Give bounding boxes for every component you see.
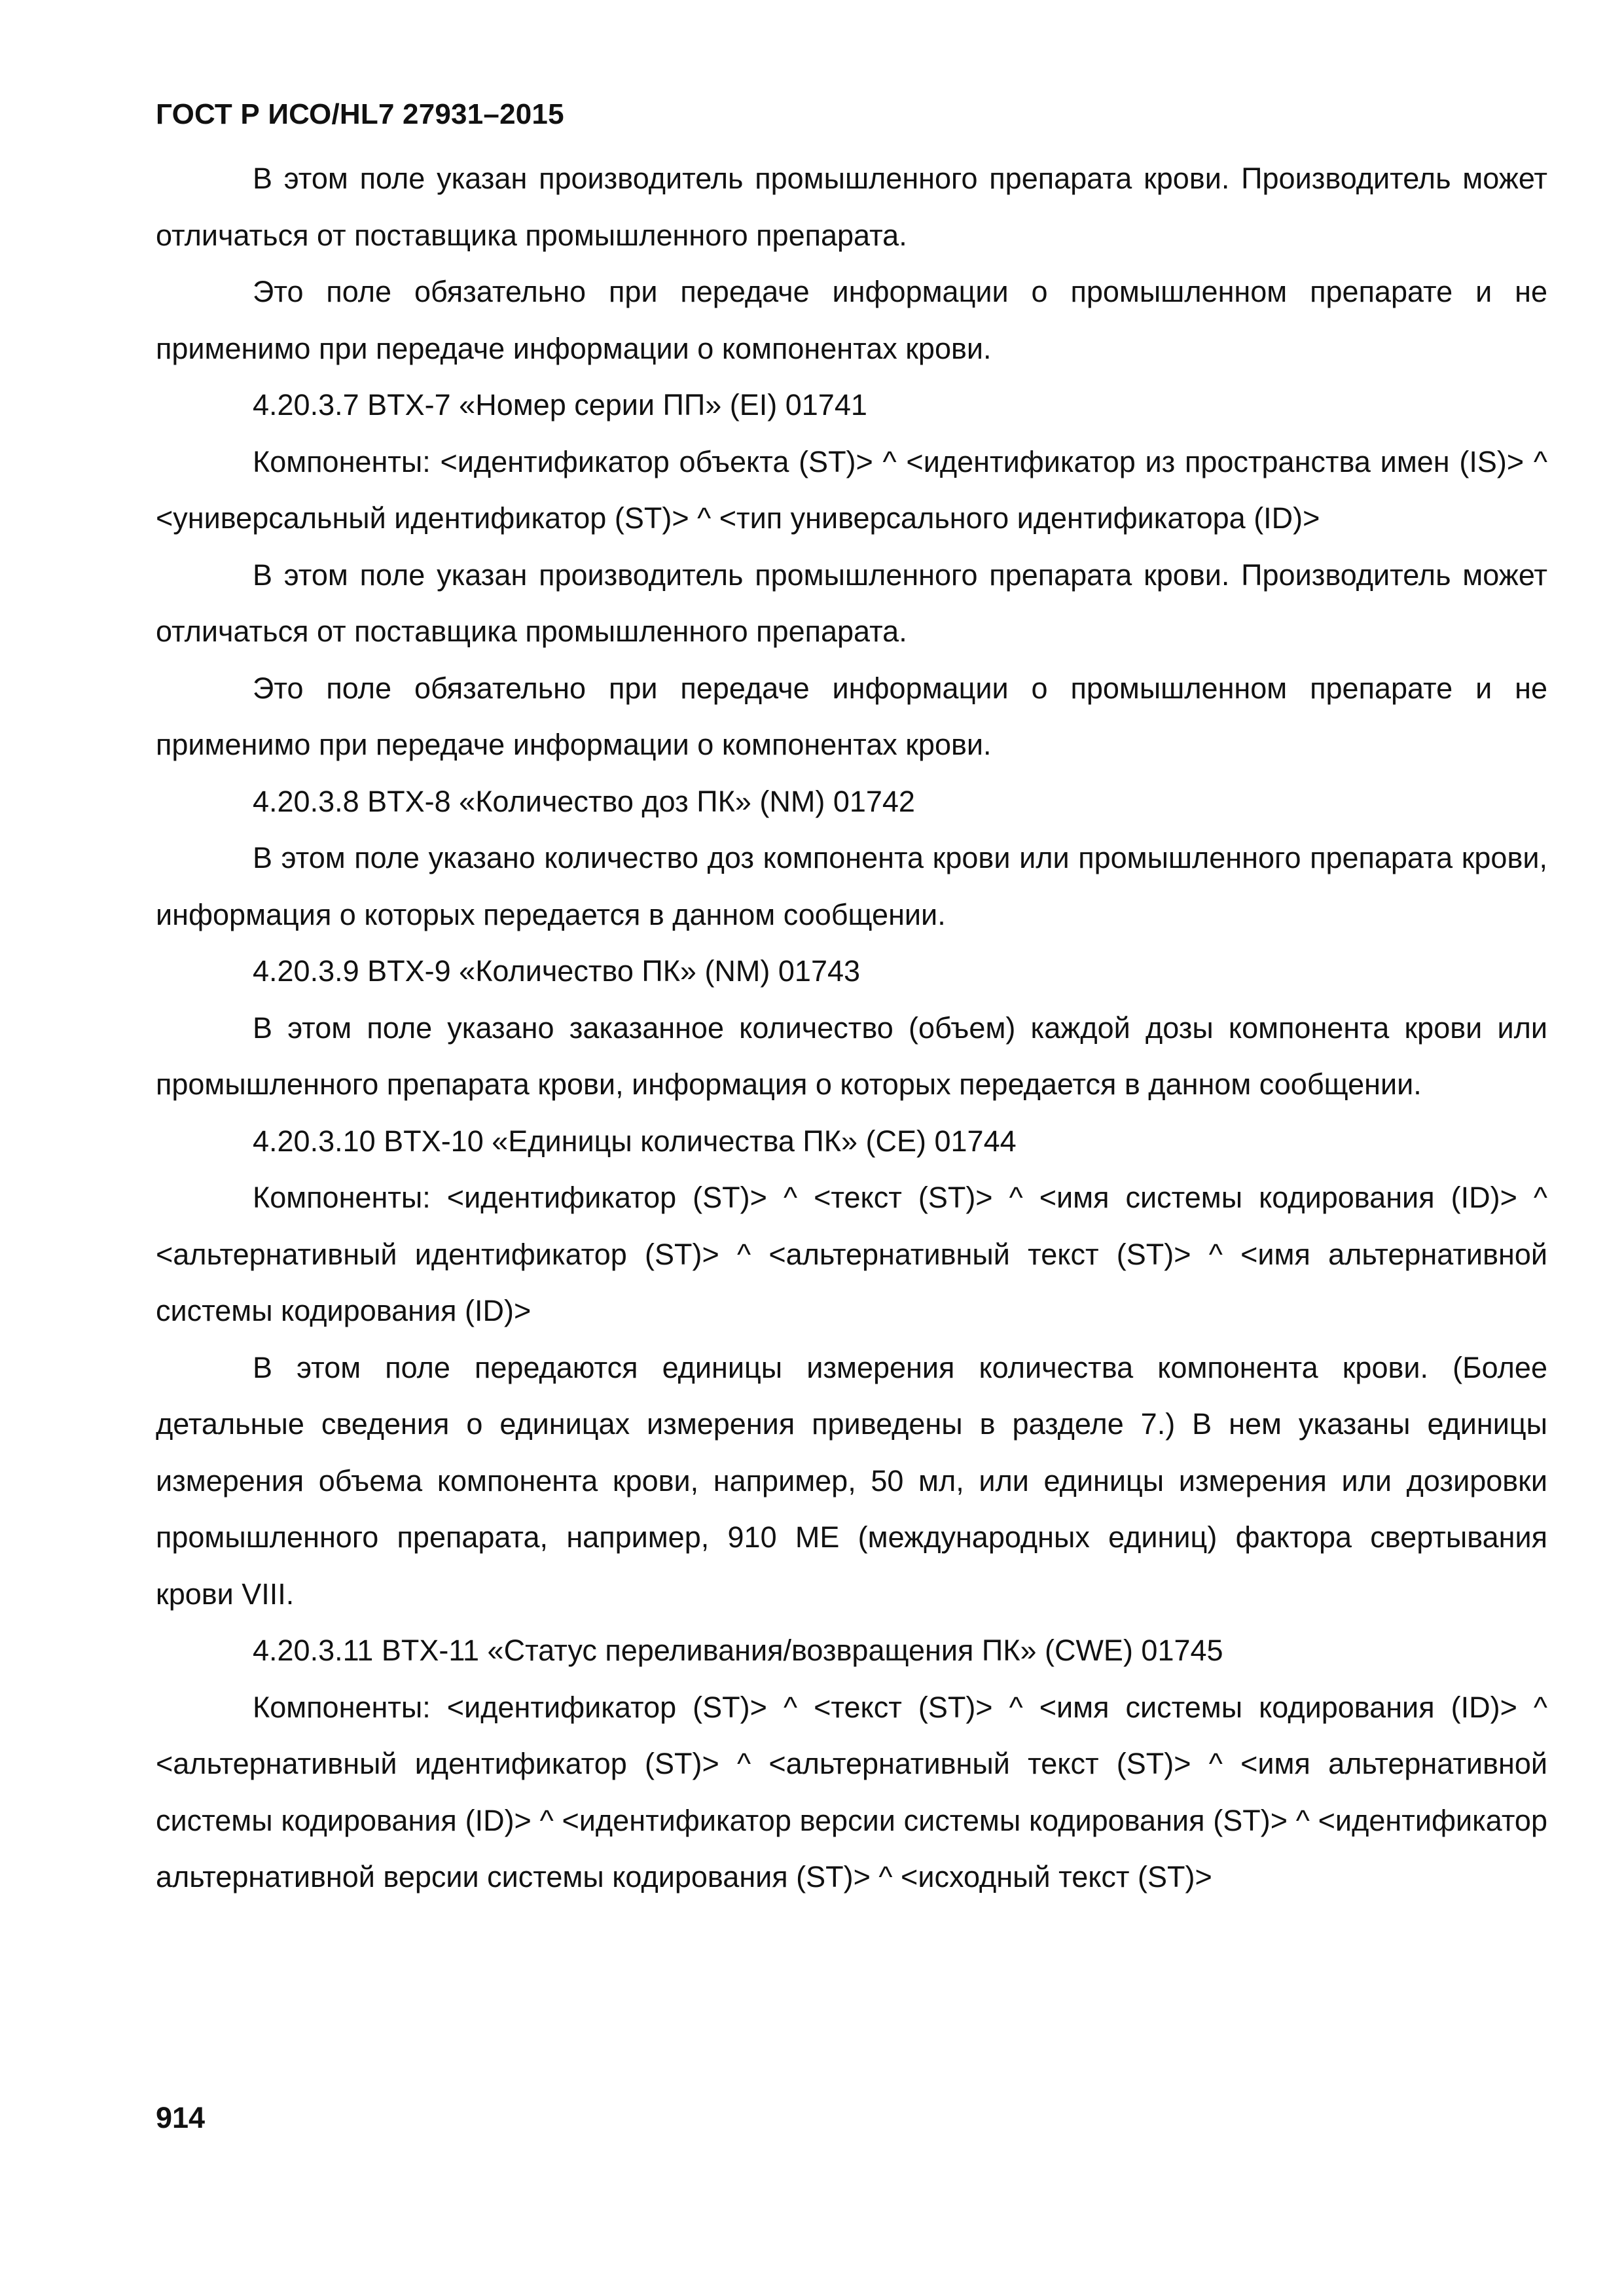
body-paragraph: Компоненты: <идентификатор (ST)> ^ <текст (ST)> ^ <имя системы кодирования (ID)> ^ <альтернативный идентификатор (ST)> ^ <альтернативный текст (ST)> ^ <имя альтернативной системы кодирования (ID)> ^ <идентификатор версии системы кодирования (ST)> ^ <идентификатор альтернативной версии системы кодирования (ST)> ^ <исходный текст (ST)> — [156, 1690, 1547, 1893]
body-paragraph: Компоненты: <идентификатор объекта (ST)> ^ <идентификатор из пространства имен (IS)> ^ <универсальный идентификатор (ST)> ^ <тип универсального идентификатора (ID)> — [156, 444, 1547, 535]
section-heading: 4.20.3.10 BTX-10 «Единицы количества ПК» (CE) 01744 — [253, 1124, 1017, 1158]
section-heading: 4.20.3.8 BTX-8 «Количество доз ПК» (NM) 01742 — [253, 784, 915, 818]
section-heading: 4.20.3.7 BTX-7 «Номер серии ПП» (EI) 01741 — [253, 388, 867, 422]
body-paragraph: Это поле обязательно при передаче информации о промышленном препарате и не применимо при передаче информации о компонентах крови. — [156, 671, 1547, 761]
body-paragraph: Компоненты: <идентификатор (ST)> ^ <текст (ST)> ^ <имя системы кодирования (ID)> ^ <альтернативный идентификатор (ST)> ^ <альтернативный текст (ST)> ^ <имя альтернативной системы кодирования (ID)> — [156, 1181, 1547, 1327]
section-heading: 4.20.3.11 BTX-11 «Статус переливания/возвращения ПК» (CWE) 01745 — [253, 1634, 1223, 1667]
body-paragraph: В этом поле указан производитель промышленного препарата крови. Производитель может отличаться от поставщика промышленного препарата. — [156, 558, 1547, 648]
body-paragraph: В этом поле указано количество доз компонента крови или промышленного препарата крови, информация о которых передается в данном сообщении. — [156, 841, 1547, 931]
body-paragraph: В этом поле указано заказанное количество (объем) каждой дозы компонента крови или промышленного препарата крови, информация о которых передается в данном сообщении. — [156, 1011, 1547, 1101]
document-body — [156, 151, 1547, 1906]
body-paragraph: Это поле обязательно при передаче информации о промышленном препарате и не применимо при передаче информации о компонентах крови. — [156, 275, 1547, 365]
body-paragraph: В этом поле передаются единицы измерения количества компонента крови. (Более детальные сведения о единицах измерения приведены в разделе 7.) В нем указаны единицы измерения объема компонента крови, например, 50 мл, или единицы измерения или дозировки промышленного препарата, например, 910 МЕ (международных единиц) фактора свертывания крови VIII. — [156, 1350, 1547, 1611]
body-paragraph: В этом поле указан производитель промышленного препарата крови. Производитель может отличаться от поставщика промышленного препарата. — [156, 162, 1547, 252]
page-header-standard: ГОСТ Р ИСО/HL7 27931–2015 — [156, 98, 564, 130]
page-number: 914 — [156, 2101, 206, 2134]
section-heading: 4.20.3.9 BTX-9 «Количество ПК» (NM) 01743 — [253, 954, 861, 988]
